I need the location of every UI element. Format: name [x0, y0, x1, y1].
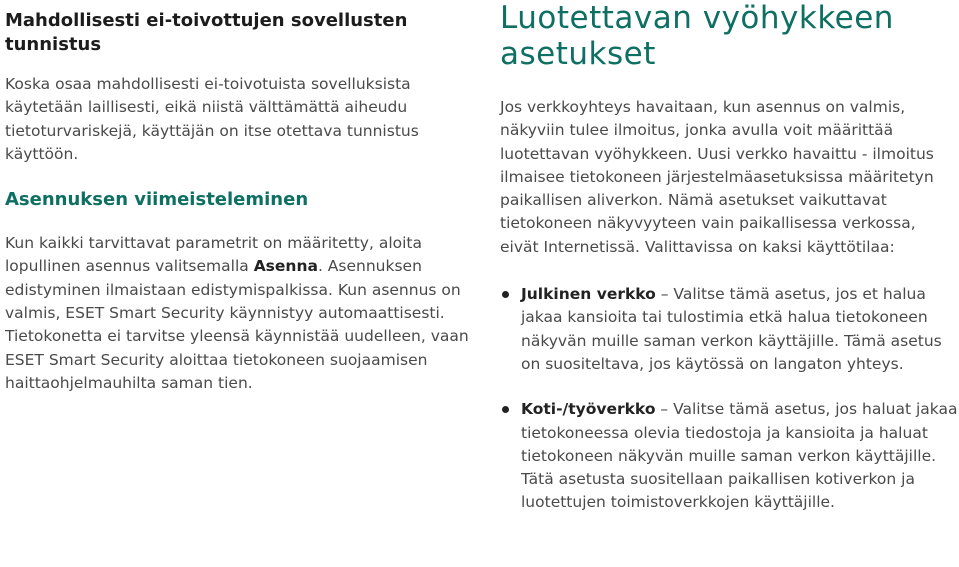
bullet-icon — [502, 406, 509, 413]
bullet-icon — [502, 291, 509, 298]
option-desc-public: – Valitse tämä asetus, jos et halua jakaa kansioita tai tulostimia etkä halua tietokoneen näkyvän muille saman verkon käyttäjille. Tämä asetus on suositeltava, jos käytössä on langaton yhteys. — [521, 285, 942, 373]
option-desc-home-work: – Valitse tämä asetus, jos haluat jakaa tietokoneessa olevia tiedostoja ja kansioita ja haluat tietokoneen näkyvän muille saman verkon käyttäjille. Tätä asetusta suositellaan paikallisen kotiverkon ja luotettujen toimistoverkkojen käyttäjille. — [521, 400, 958, 512]
option-name-public: Julkinen verkko — [521, 285, 656, 304]
list-item-public-network — [500, 283, 959, 376]
section-title-pua-detection: Mahdollisesti ei-toivottujen sovellusten tunnistus — [5, 10, 408, 55]
network-mode-list — [500, 283, 959, 515]
finish-install-text-start: Kun kaikki tarvittavat parametrit on määritetty, aloita lopullinen asennus valitsemalla — [5, 234, 422, 276]
option-name-home-work: Koti-/työverkko — [521, 400, 656, 419]
left-column — [5, 9, 475, 395]
section-text-finish-install — [5, 232, 475, 395]
list-item-home-work-network — [500, 398, 959, 514]
section-text-pua-detection: Koska osaa mahdollisesti ei-toivotuista sovelluksista käytetään laillisesti, eikä niistä välttämättä aiheudu tietoturvariskejä, käyttäjän on itse otettava tunnistus käyttöön. — [5, 75, 419, 163]
right-column — [500, 0, 959, 515]
trusted-zone-intro: Jos verkkoyhteys havaitaan, kun asennus on valmis, näkyviin tulee ilmoitus, jonka avulla voit määrittää luotettavan vyöhykkeen. Uusi verkko havaittu - ilmoitus ilmaisee tietokoneen järjestelmäasetuksissa määritetyn paikallisen aliverkon. Nämä asetukset vaikuttavat tietokoneen näkyvyyteen vain paikallisessa verkossa, eivät Internetissä. Valittavissa on kaksi käyttötilaa: — [500, 98, 934, 256]
trusted-zone-title: Luotettavan vyöhykkeen asetukset — [500, 0, 894, 72]
section-title-finish-install: Asennuksen viimeisteleminen — [5, 189, 309, 211]
finish-install-text-end: . Asennuksen edistyminen ilmaistaan edistymispalkissa. Kun asennus on valmis, ESET Smart Security käynnistyy automaattisesti. Tietokonetta ei tarvitse yleensä käynnistää uudelleen, vaan ESET Smart Security aloittaa tietokoneen suojaamisen haittaohjelmauhilta saman tien. — [5, 257, 469, 392]
install-button-reference: Asenna — [253, 257, 318, 276]
